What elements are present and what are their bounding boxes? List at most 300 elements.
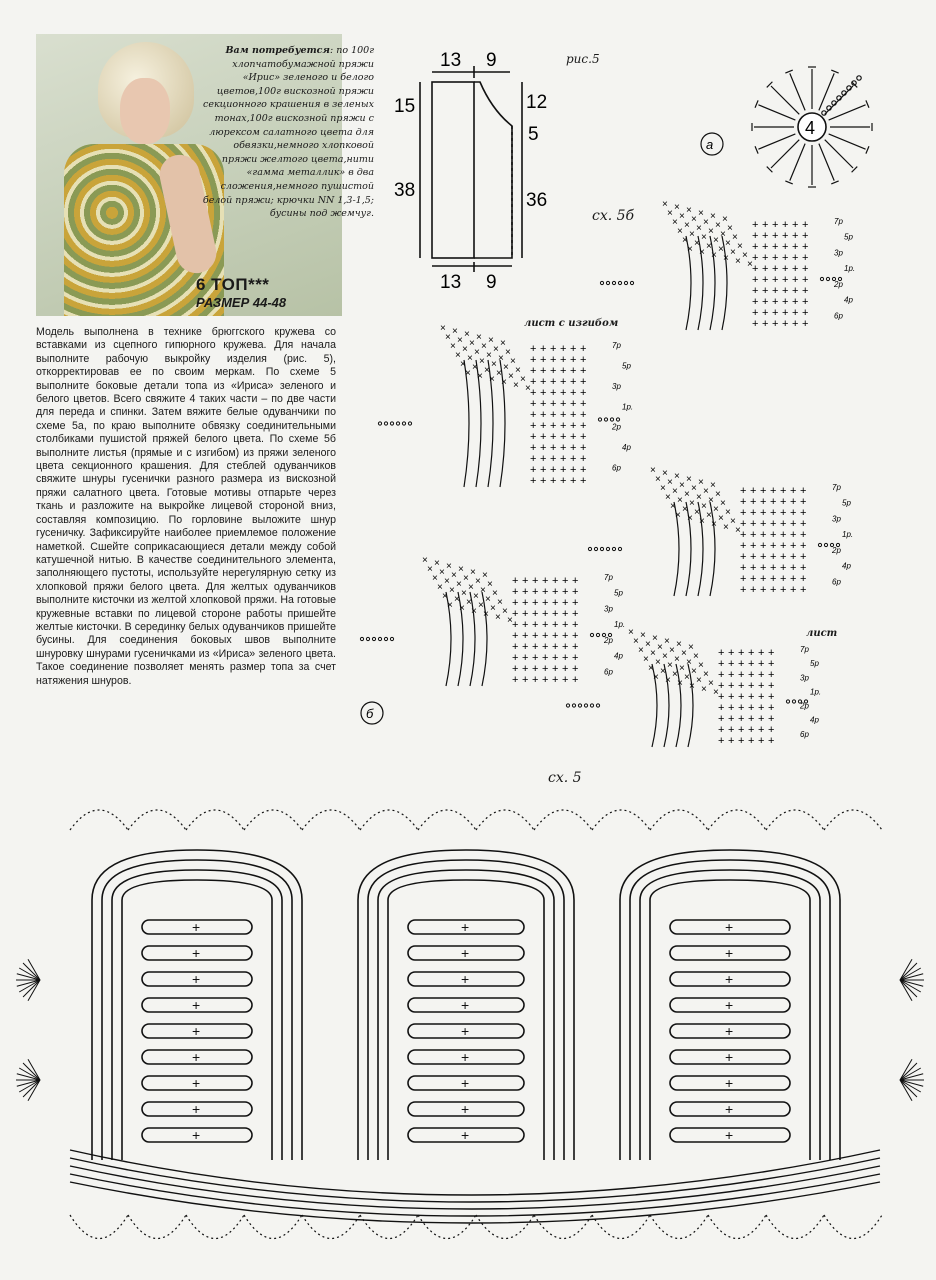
stitch-cross: × (677, 678, 683, 689)
stitch-plus: + (725, 971, 734, 987)
stitch-plus: + (748, 702, 755, 714)
stitch-cross: × (486, 350, 492, 361)
stitch-cross: × (655, 657, 661, 668)
chain-stitch (630, 281, 633, 284)
stitch-plus: + (725, 1101, 734, 1117)
stitch-plus: + (560, 354, 567, 366)
stitch-plus: + (800, 540, 807, 552)
chain-stitch (390, 637, 393, 640)
stitch-plus: + (758, 724, 765, 736)
stitch-cross: × (689, 498, 695, 509)
stitch-plus: + (570, 431, 577, 443)
stitch-plus: + (770, 562, 777, 574)
stitch-plus: + (750, 496, 757, 508)
stitch-cross: × (730, 247, 736, 258)
stitch-plus: + (770, 540, 777, 552)
chain-stitch (596, 704, 599, 707)
stitch-plus: + (750, 529, 757, 541)
row-mark: 2р (800, 701, 809, 711)
stitch-plus: + (512, 608, 519, 620)
stitch-plus: + (532, 674, 539, 686)
stitch-cross: × (686, 474, 692, 485)
stitch-plus: + (760, 518, 767, 530)
stitch-plus: + (738, 735, 745, 747)
stitch-plus: + (552, 663, 559, 675)
stitch-plus: + (552, 674, 559, 686)
stitch-cross: × (492, 588, 498, 599)
stitch-cross: × (694, 238, 700, 249)
stitch-plus: + (725, 1023, 734, 1039)
dim-right-lower: 36 (526, 190, 548, 211)
stitch-plus: + (512, 652, 519, 664)
stitch-plus: + (562, 663, 569, 675)
stitch-plus: + (770, 485, 777, 497)
stitch-cross: × (687, 513, 693, 524)
stitch-plus: + (768, 658, 775, 670)
stitch-cross: × (454, 594, 460, 605)
stitch-plus: + (560, 420, 567, 432)
stitch-plus: + (800, 496, 807, 508)
chain-stitch (610, 418, 613, 421)
stitch-cross: × (452, 326, 458, 337)
stitch-plus: + (572, 641, 579, 653)
row-mark: 6р (800, 729, 809, 739)
stitch-plus: + (782, 219, 789, 231)
stitch-plus: + (562, 641, 569, 653)
stitch-plus: + (461, 945, 470, 961)
stitch-cross: × (688, 642, 694, 653)
stitch-plus: + (550, 464, 557, 476)
stitch-plus: + (540, 398, 547, 410)
row-mark: 5р (614, 588, 623, 598)
chain-stitch (606, 281, 609, 284)
chain-stitch (612, 281, 615, 284)
stitch-cross: × (463, 573, 469, 584)
stitch-plus: + (580, 420, 587, 432)
stitch-plus: + (802, 296, 809, 308)
stitch-plus: + (572, 652, 579, 664)
stitch-plus: + (718, 702, 725, 714)
stitch-plus: + (560, 365, 567, 377)
flower-spoke-tip (785, 70, 792, 73)
stitch-plus: + (770, 584, 777, 596)
stitch-cross: × (696, 223, 702, 234)
row-mark: 7р (834, 217, 843, 226)
stitch-cross: × (510, 356, 516, 367)
stitch-cross: × (489, 374, 495, 385)
stitch-cross: × (638, 645, 644, 656)
chain-stitch (618, 547, 621, 550)
stitch-cross: × (665, 492, 671, 503)
flower-spoke-tip (785, 181, 792, 184)
stitch-plus: + (560, 387, 567, 399)
chain-stitch (604, 418, 607, 421)
stitch-cross: × (742, 250, 748, 261)
chain-stitch (600, 547, 603, 550)
stitch-plus: + (728, 713, 735, 725)
stitch-cross: × (687, 244, 693, 255)
stitch-cross: × (500, 338, 506, 349)
stitch-plus: + (768, 735, 775, 747)
stitch-cross: × (482, 570, 488, 581)
stitch-plus: + (772, 274, 779, 286)
stitch-plus: + (718, 658, 725, 670)
stitch-cross: × (451, 570, 457, 581)
stitch-plus: + (532, 641, 539, 653)
picot-edge-top (70, 810, 882, 830)
stitch-plus: + (550, 453, 557, 465)
chain-stitch (390, 422, 393, 425)
stitch-plus: + (570, 475, 577, 487)
stitch-cross: × (701, 684, 707, 695)
stitch-plus: + (738, 669, 745, 681)
stitch-plus: + (802, 219, 809, 231)
stitch-cross: × (723, 253, 729, 264)
stitch-cross: × (730, 516, 736, 527)
stitch-cross: × (432, 573, 438, 584)
stitch-plus: + (560, 475, 567, 487)
stitch-plus: + (728, 691, 735, 703)
stitch-plus: + (522, 619, 529, 631)
flower-spoke (790, 144, 805, 181)
stitch-cross: × (672, 669, 678, 680)
stitch-plus: + (570, 409, 577, 421)
stitch-plus: + (560, 376, 567, 388)
chain-stitch (600, 281, 603, 284)
stitch-cross: × (466, 597, 472, 608)
stitch-plus: + (461, 919, 470, 935)
stitch-plus: + (522, 597, 529, 609)
row-mark: 7р (604, 573, 613, 582)
flower-spoke-tip (755, 146, 758, 153)
flower-spoke-tip (866, 100, 869, 107)
stitch-plus: + (718, 713, 725, 725)
stitch-plus: + (750, 584, 757, 596)
stitch-plus: + (772, 219, 779, 231)
chain-stitch (396, 422, 399, 425)
stitch-plus: + (540, 376, 547, 388)
chain-stitch (366, 637, 369, 640)
stitch-plus: + (552, 652, 559, 664)
stitch-cross: × (507, 615, 513, 626)
stitch-cross: × (698, 477, 704, 488)
chain-stitch (590, 704, 593, 707)
stitch-plus: + (572, 619, 579, 631)
stitch-plus: + (461, 997, 470, 1013)
stitch-plus: + (461, 971, 470, 987)
stitch-cross: × (689, 681, 695, 692)
stitch-plus: + (792, 241, 799, 253)
chain-stitch (384, 637, 387, 640)
stitch-cross: × (667, 660, 673, 671)
stitch-plus: + (740, 551, 747, 563)
stitch-plus: + (758, 702, 765, 714)
stitch-plus: + (762, 263, 769, 275)
row-mark: 6р (832, 577, 841, 587)
row-mark: 3р (612, 381, 621, 391)
stitch-plus: + (770, 507, 777, 519)
stitch-plus: + (752, 307, 759, 319)
stitch-plus: + (550, 343, 557, 355)
stitch-plus: + (512, 663, 519, 675)
stitch-cross: × (640, 630, 646, 641)
stitch-plus: + (768, 691, 775, 703)
stitch-plus: + (750, 562, 757, 574)
stitch-cross: × (465, 368, 471, 379)
stitch-cross: × (471, 606, 477, 617)
stitch-plus: + (780, 551, 787, 563)
stitch-cross: × (681, 648, 687, 659)
stitch-cross: × (723, 522, 729, 533)
stitch-cross: × (708, 678, 714, 689)
stitch-plus: + (550, 442, 557, 454)
stitch-plus: + (532, 597, 539, 609)
stitch-plus: + (532, 619, 539, 631)
pattern-label: рис.5 (566, 52, 600, 66)
stitch-cross: × (708, 226, 714, 237)
flower-spoke-tip (755, 100, 758, 107)
stitch-cross: × (679, 480, 685, 491)
stitch-plus: + (802, 230, 809, 242)
stitch-cross: × (701, 232, 707, 243)
stitch-plus: + (560, 343, 567, 355)
stitch-cross: × (633, 636, 639, 647)
row-mark: 5р (622, 361, 631, 371)
stitch-plus: + (461, 1101, 470, 1117)
stitch-cross: × (698, 208, 704, 219)
row-mark: 7р (800, 645, 809, 654)
materials-list: : по 100г хлопчатобумажной пряжи «Ирис» зеленого и белого цветов,100г вискозной пряжи секционного крашения в зеленых тонах,100г вискозной пряжи с люрексом салатного цвета для обвязки,немного хлопковой пряжи желтого цвета,нити «гамма металлик» в два сложения,немного пушистой белой пряжи; крючки NN 1,3-1,5; бусины под жемчуг. (202, 45, 374, 220)
stitch-cross: × (662, 651, 668, 662)
stitch-plus: + (782, 296, 789, 308)
stitch-plus: + (760, 562, 767, 574)
stitch-plus: + (192, 1075, 201, 1091)
row-mark: 2р (612, 422, 621, 432)
stitch-plus: + (192, 1023, 201, 1039)
row-mark: 1р. (844, 264, 856, 274)
stitch-plus: + (750, 540, 757, 552)
stitch-cross: × (664, 636, 670, 647)
stitch-plus: + (725, 1075, 734, 1091)
picot-edge-bottom (70, 1215, 882, 1239)
stitch-cross: × (679, 663, 685, 674)
stitch-plus: + (748, 647, 755, 659)
stitch-plus: + (752, 296, 759, 308)
stitch-plus: + (802, 263, 809, 275)
stitch-cross: × (434, 558, 440, 569)
stitch-plus: + (762, 318, 769, 330)
stitch-plus: + (530, 464, 537, 476)
stitch-plus: + (802, 307, 809, 319)
stitch-plus: + (740, 562, 747, 574)
dim-left-upper: 15 (394, 96, 416, 117)
stitch-cross: × (684, 220, 690, 231)
chain-stitch (820, 277, 823, 280)
row-mark: 3р (832, 514, 841, 524)
stitch-plus: + (752, 241, 759, 253)
stitch-plus: + (570, 420, 577, 432)
stitch-plus: + (772, 252, 779, 264)
stitch-plus: + (762, 296, 769, 308)
stitch-plus: + (792, 274, 799, 286)
stitch-plus: + (570, 365, 577, 377)
stitch-plus: + (522, 663, 529, 675)
stitch-plus: + (780, 540, 787, 552)
stitch-plus: + (512, 586, 519, 598)
stitch-plus: + (512, 674, 519, 686)
stitch-cross: × (481, 341, 487, 352)
stitch-plus: + (542, 663, 549, 675)
stitch-cross: × (710, 480, 716, 491)
row-mark: 4р (614, 651, 623, 661)
stitch-plus: + (550, 365, 557, 377)
stitch-cross: × (718, 513, 724, 524)
stitch-cross: × (501, 377, 507, 388)
stitch-plus: + (542, 630, 549, 642)
stitch-plus: + (790, 485, 797, 497)
stitch-plus: + (790, 551, 797, 563)
stitch-cross: × (472, 362, 478, 373)
chain-stitch (578, 704, 581, 707)
stitch-cross: × (449, 585, 455, 596)
stitch-cross: × (711, 250, 717, 261)
stitch-cross: × (682, 504, 688, 515)
stitch-plus: + (782, 318, 789, 330)
stitch-cross: × (643, 654, 649, 665)
stitch-plus: + (738, 724, 745, 736)
stitch-plus: + (562, 608, 569, 620)
stitch-cross: × (515, 365, 521, 376)
stitch-plus: + (802, 241, 809, 253)
stitch-cross: × (474, 347, 480, 358)
stitch-cross: × (667, 477, 673, 488)
dim-right-mid: 5 (528, 124, 539, 145)
stitch-cross: × (669, 645, 675, 656)
stitch-plus: + (740, 584, 747, 596)
stitch-plus: + (580, 475, 587, 487)
stitch-cross: × (699, 247, 705, 258)
stitch-cross: × (475, 576, 481, 587)
stitch-plus: + (770, 496, 777, 508)
stitch-cross: × (674, 202, 680, 213)
stitch-plus: + (738, 658, 745, 670)
stitch-plus: + (748, 669, 755, 681)
stitch-plus: + (512, 641, 519, 653)
stitch-cross: × (444, 576, 450, 587)
scheme-5-label: сх. 5 (548, 770, 582, 786)
stitch-plus: + (750, 507, 757, 519)
stitch-plus: + (512, 630, 519, 642)
stitch-cross: × (464, 329, 470, 340)
scheme-5b-label: сх. 5б (592, 208, 635, 224)
stitch-plus: + (758, 647, 765, 659)
stitch-plus: + (530, 453, 537, 465)
stitch-plus: + (792, 263, 799, 275)
stitch-cross: × (718, 244, 724, 255)
stitch-plus: + (572, 674, 579, 686)
stitch-cross: × (706, 510, 712, 521)
stitch-plus: + (802, 285, 809, 297)
stitch-plus: + (750, 573, 757, 585)
stitch-cross: × (684, 672, 690, 683)
stitch-plus: + (461, 1023, 470, 1039)
stitch-plus: + (760, 496, 767, 508)
stitch-cross: × (497, 597, 503, 608)
stitch-plus: + (540, 442, 547, 454)
stitch-plus: + (542, 674, 549, 686)
stitch-plus: + (512, 597, 519, 609)
row-mark: 7р (612, 341, 621, 350)
stitch-plus: + (762, 219, 769, 231)
chain-stitch (616, 418, 619, 421)
stitch-plus: + (760, 485, 767, 497)
stitch-plus: + (550, 475, 557, 487)
stitch-plus: + (738, 680, 745, 692)
stitch-plus: + (530, 343, 537, 355)
stitch-cross: × (477, 371, 483, 382)
stitch-cross: × (686, 657, 692, 668)
stitch-plus: + (530, 409, 537, 421)
stitch-plus: + (718, 669, 725, 681)
stitch-plus: + (760, 573, 767, 585)
stitch-plus: + (752, 285, 759, 297)
stitch-cross: × (493, 344, 499, 355)
stitch-plus: + (560, 453, 567, 465)
stitch-plus: + (792, 285, 799, 297)
row-mark: 2р (834, 279, 843, 289)
flower-spoke (771, 86, 799, 114)
stitch-plus: + (790, 584, 797, 596)
stitch-plus: + (532, 652, 539, 664)
stitch-plus: + (800, 584, 807, 596)
stitch-plus: + (728, 647, 735, 659)
stitch-plus: + (738, 713, 745, 725)
stitch-cross: × (478, 600, 484, 611)
stitch-plus: + (725, 1049, 734, 1065)
stitch-cross: × (708, 495, 714, 506)
stitch-cross: × (660, 666, 666, 677)
row-mark: 3р (800, 673, 809, 683)
stitch-cross: × (513, 380, 519, 391)
stitch-plus: + (560, 464, 567, 476)
stitch-plus: + (790, 496, 797, 508)
stitch-plus: + (758, 658, 765, 670)
stitch-plus: + (728, 669, 735, 681)
stitch-plus: + (762, 285, 769, 297)
stitch-cross: × (495, 612, 501, 623)
stitch-plus: + (550, 431, 557, 443)
stitch-plus: + (562, 652, 569, 664)
stitch-plus: + (572, 597, 579, 609)
stitch-plus: + (570, 376, 577, 388)
stitch-plus: + (540, 343, 547, 355)
stitch-plus: + (748, 724, 755, 736)
stitch-plus: + (532, 663, 539, 675)
stitch-cross: × (657, 642, 663, 653)
stitch-plus: + (550, 398, 557, 410)
stitch-plus: + (552, 608, 559, 620)
stitch-plus: + (562, 674, 569, 686)
stitch-cross: × (655, 474, 661, 485)
stitch-cross: × (660, 483, 666, 494)
stitch-cross: × (473, 591, 479, 602)
stitch-plus: + (770, 529, 777, 541)
row-mark: 6р (612, 463, 621, 473)
stitch-cross: × (686, 205, 692, 216)
stitch-cross: × (735, 525, 741, 536)
stitch-cross: × (459, 603, 465, 614)
stitch-plus: + (540, 475, 547, 487)
